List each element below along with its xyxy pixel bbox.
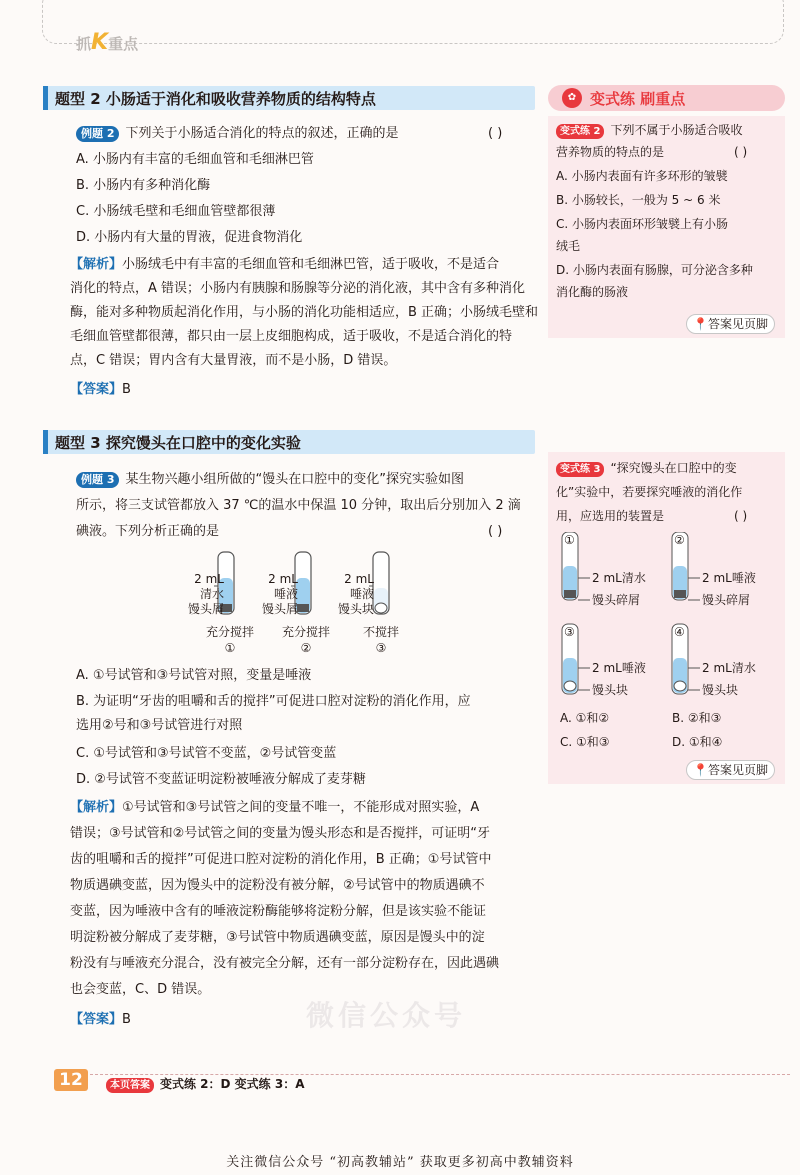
example-3-question: 例题 3 某生物兴趣小组所做的“馒头在口腔中的变化”探究实验如图 (76, 470, 464, 490)
example-tag: 例题 2 (76, 126, 119, 142)
tube-caption: 充分搅拌 ① (205, 625, 254, 655)
analysis-line: 酶，能对多种物质起消化作用，与小肠的消化功能相适应，B 正确；小肠绒毛壁和 (70, 305, 539, 320)
analysis-line: 粉没有与唾液充分混合，没有被完全分解，还有一部分淀粉存在，因此遇碘 (70, 956, 500, 971)
option: D. 小肠内有大量的胃液，促进食物消化 (76, 230, 303, 245)
page-number: 12 (54, 1069, 88, 1091)
gear-icon: ✿ (562, 88, 582, 108)
brand-logo: 抓K重点 (76, 30, 139, 55)
variant-tag: 变式练 3 (556, 462, 604, 477)
answer: 【答案】B (70, 382, 131, 397)
see-answer-link[interactable]: 📍答案见页脚 (686, 314, 775, 334)
tube-label: 2 mL 唾液 馒头屑 (261, 572, 298, 616)
option: B. 小肠内有多种消化酶 (76, 178, 211, 193)
example-2-question: 例题 2 下列关于小肠适合消化的特点的叙述，正确的是 (76, 124, 399, 144)
analysis: 【解析】①号试管和③号试管之间的变量不唯一，不能形成对照实验，A (70, 800, 480, 815)
variant-practice-2: 变式练 2 下列不属于小肠适合吸收 营养物质的特点的是 ( ) A. 小肠内表面有许多环形的皱襞 B. 小肠较长，一般为 5 ~ 6 米 C. 小肠内表面环形皱襞上有小肠 绒毛 D. 小肠内表面有肠腺，可分泌含多种 消化酶的肠液 📍答案见页脚 (548, 116, 785, 338)
answer-paren: ( ) (488, 126, 503, 141)
analysis-line: 明淀粉被分解成了麦芽糖，③号试管中物质遇碘变蓝，原因是馒头中的淀 (70, 930, 485, 945)
section-heading-3 (43, 430, 535, 454)
page-answers: 本页答案 变式练 2：D 变式练 3：A (106, 1074, 304, 1094)
tube-label: 2 mL 清水 馒头屑 (187, 572, 224, 616)
option: A. 小肠内有丰富的毛细血管和毛细淋巴管 (76, 152, 314, 167)
analysis-line: 物质遇碘变蓝，因为馒头中的淀粉没有被分解，②号试管中的物质遇碘不 (70, 878, 485, 893)
option: C. ①号试管和③号试管不变蓝，②号试管变蓝 (76, 746, 337, 761)
analysis-line: 错误；③号试管和②号试管之间的变量为馒头形态和是否搅拌，可证明“牙 (70, 826, 491, 841)
tube-caption: 充分搅拌 ② (281, 625, 330, 655)
option: 选用②号和③号试管进行对照 (76, 718, 243, 733)
tube-caption: 不搅拌 ③ (362, 625, 399, 655)
analysis: 【解析】小肠绒毛中有丰富的毛细血管和毛细淋巴管，适于吸收，不是适合 (70, 257, 500, 272)
option: D. ②号试管不变蓝证明淀粉被唾液分解成了麦芽糖 (76, 772, 366, 787)
option: A. ①号试管和③号试管对照，变量是唾液 (76, 668, 312, 683)
analysis-line: 点，C 错误；胃内含有大量胃液，而不是小肠，D 错误。 (70, 353, 397, 368)
test-tube-3 (373, 552, 389, 614)
section-title: 题型 3 探究馒头在口腔中的变化实验 (55, 434, 301, 452)
analysis-line: 也会变蓝，C、D 错误。 (70, 982, 211, 997)
variant-practice-3: 变式练 3 “探究馒头在口腔中的变 化”实验中，若要探究唾液的消化作 用，应选用的装置是 ( ) ① ② ③ ④ 2 mL清水 馒头碎屑 2 mL唾液 馒头碎屑 2 mL唾液 馒头块 2 mL清水 馒头块 A. ①和② B. ②和③ C. ①和③ D. ①和④ 📍答案见页脚 (548, 452, 785, 784)
answer-paren: ( ) (488, 524, 503, 539)
answers-tag: 本页答案 (106, 1078, 154, 1093)
watermark: 微信公众号 (306, 999, 467, 1032)
see-answer-link[interactable]: 📍答案见页脚 (686, 760, 775, 780)
header-frame (42, 0, 784, 44)
section-title: 题型 2 小肠适于消化和吸收营养物质的结构特点 (55, 90, 376, 108)
section-heading-2 (43, 86, 535, 110)
answer: 【答案】B (70, 1012, 131, 1027)
analysis-line: 毛细血管壁都很薄，都只由一层上皮细胞构成，适于吸收，不是适合消化的特 (70, 329, 513, 344)
variant-tag: 变式练 2 (556, 124, 604, 139)
tube-label: 2 mL 唾液 馒头块 (337, 572, 374, 616)
analysis-line: 消化的特点，A 错误；小肠内有胰腺和肠腺等分泌的消化液，其中含有多种消化 (70, 281, 526, 296)
question-line: 所示，将三支试管都放入 37 ℃的温水中保温 10 分钟，取出后分别加入 2 滴 (76, 498, 521, 513)
footer-note: 关注微信公众号 “初高教辅站” 获取更多初高中教辅资料 (226, 1155, 574, 1170)
analysis-line: 变蓝，因为唾液中含有的唾液淀粉酶能够将淀粉分解，但是该实验不能证 (70, 904, 487, 919)
analysis-line: 齿的咀嚼和舌的搅拌”可促进口腔对淀粉的消化作用，B 正确；①号试管中 (70, 852, 492, 867)
question-line: 碘液。下列分析正确的是 (76, 524, 220, 539)
option: B. 为证明“牙齿的咀嚼和舌的搅拌”可促进口腔对淀粉的消化作用，应 (76, 694, 471, 709)
option: C. 小肠绒毛壁和毛细血管壁都很薄 (76, 204, 276, 219)
variant-practice-header: ✿ 变式练 刷重点 (548, 85, 785, 111)
example-tag: 例题 3 (76, 472, 119, 488)
